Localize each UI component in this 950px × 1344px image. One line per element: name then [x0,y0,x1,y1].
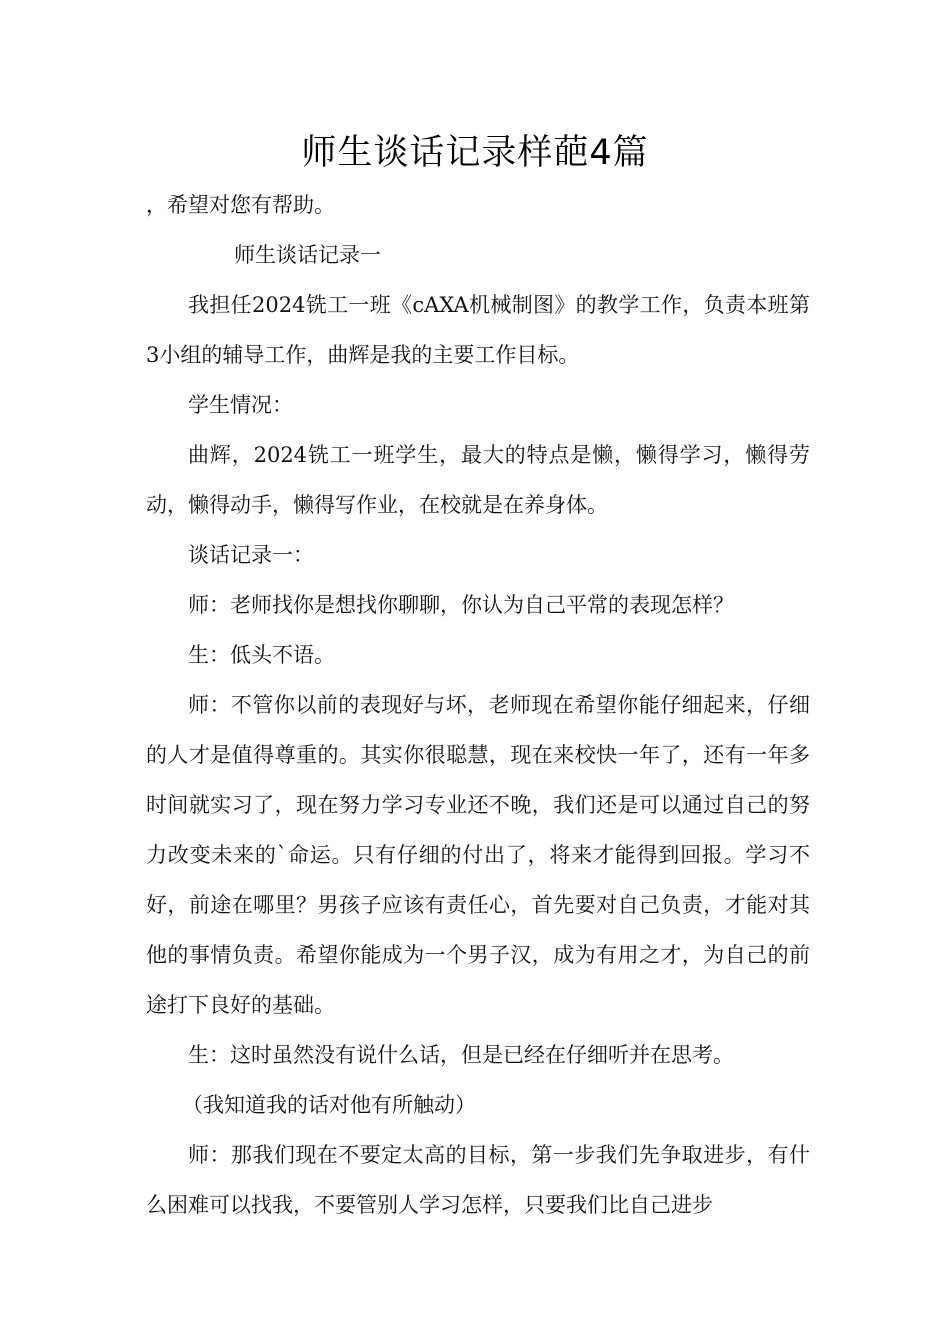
dialogue-line: 师：不管你以前的表现好与坏，老师现在希望你能仔细起来，仔细的人才是值得尊重的。其实你很聪慧，现在来校快一年了，还有一年多时间就实习了，现在努力学习专业还不晚，我们还是可以通过自己的努力改变未来的`命运。只有仔细的付出了，将来才能得到回报。学习不好，前途在哪里？男孩子应该有责任心，首先要对自己负责，才能对其他的事情负责。希望你能成为一个男子汉，成为有用之才，为自己的前途打下良好的基础。 [146,693,810,1017]
document-body [146,180,810,1230]
paragraph: 学生情况： [188,393,293,417]
section-heading: 师生谈话记录一 [234,243,381,267]
narration-note: （我知道我的话对他有所触动） [182,1093,476,1117]
document-title: 师生谈话记录样葩4篇 [301,133,649,173]
dialogue-line: 师：老师找你是想找你聊聊，你认为自己平常的表现怎样？ [188,593,734,617]
dialogue-line: 生：低头不语。 [188,643,335,667]
paragraph: 曲辉，2024铣工一班学生，最大的特点是懒，懒得学习，懒得劳动，懒得动手，懒得写作业，在校就是在养身体。 [146,443,810,517]
dialogue-line: 生：这时虽然没有说什么话，但是已经在仔细听并在思考。 [188,1043,734,1067]
paragraph: 我担任2024铣工一班《cAXA机械制图》的教学工作，负责本班第3小组的辅导工作，曲辉是我的主要工作目标。 [146,293,810,367]
paragraph: 谈话记录一： [188,543,314,567]
paragraph-intro: ，希望对您有帮助。 [146,193,335,217]
dialogue-line: 师：那我们现在不要定太高的目标，第一步我们先争取进步，有什么困难可以找我，不要管别人学习怎样，只要我们比自己进步 [146,1143,810,1217]
